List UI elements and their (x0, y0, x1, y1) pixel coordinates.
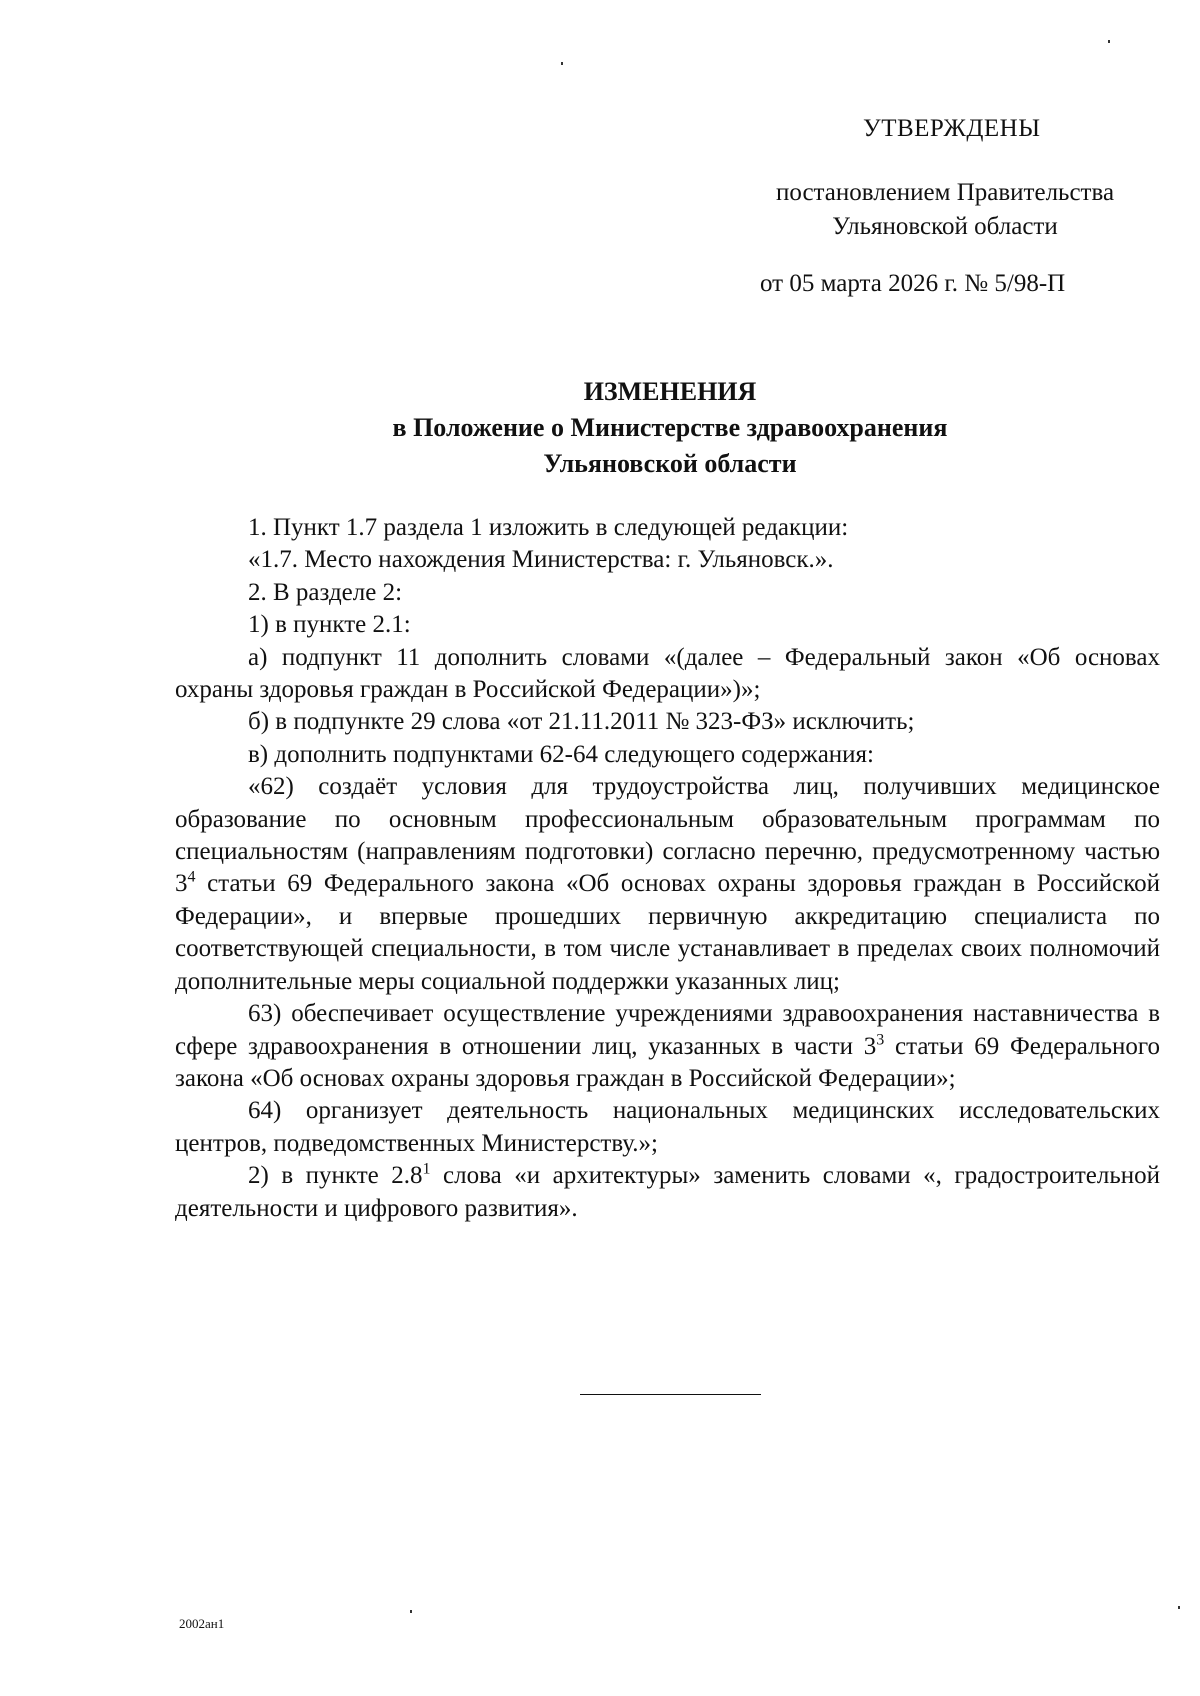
paragraph-2: «1.7. Место нахождения Министерства: г. Ульяновск.». (248, 546, 834, 574)
paragraph-9-part-a: 63) обеспечивает осуществление учреждениями здравоохранения наставничества в сфере здравоохранения в отношении лиц, указанных в части 3 (175, 1000, 1160, 1060)
superscript: 3 (876, 1031, 885, 1049)
paragraph-10: 64) организует деятельность национальных медицинских исследовательских центров, подведомственных Министерству.»; (175, 1097, 1160, 1157)
paragraph-8 (175, 771, 1160, 998)
paragraph-6: б) в подпункте 29 слова «от 21.11.2011 № 323-ФЗ» исключить; (248, 708, 915, 736)
document-title (0, 374, 1200, 482)
approval-issuer: постановлением Правительства Ульяновской области (775, 179, 1115, 240)
footer-code: 2002ан1 (179, 1616, 225, 1631)
end-divider (580, 1394, 761, 1395)
approval-title: УТВЕРЖДЕНЫ (863, 115, 1041, 142)
title-line-1: ИЗМЕНЕНИЯ (583, 377, 757, 406)
superscript: 4 (187, 869, 196, 887)
approval-date-number: от 05 марта 2026 г. № 5/98-П (760, 270, 1066, 297)
paragraph-4: 1) в пункте 2.1: (248, 611, 411, 639)
document-body (175, 512, 1160, 1225)
paragraph-8-part-b: статьи 69 Федерального закона «Об основах охраны здоровья граждан в Российской Федерации», и впервые прошедших первичную аккредитацию специалиста по соответствующей специальности, в том числе устанавливает в пределах своих полномочий дополнительные меры социальной поддержки указанных лиц; (175, 870, 1160, 995)
paragraph-11 (175, 1160, 1160, 1225)
paragraph-11-part-a: 2) в пункте 2.8 (248, 1162, 423, 1190)
scan-speck (1108, 40, 1110, 43)
paragraph-9 (175, 998, 1160, 1095)
scan-speck (410, 1610, 412, 1613)
scan-speck (561, 62, 563, 65)
title-line-3: Ульяновской области (543, 449, 797, 478)
paragraph-7: в) дополнить подпунктами 62-64 следующего содержания: (248, 740, 874, 768)
paragraph-3: 2. В разделе 2: (248, 578, 403, 606)
paragraph-5: а) подпункт 11 дополнить словами «(далее – Федеральный закон «Об основах охраны здоровья граждан в Российской Федерации»)»; (175, 643, 1160, 704)
paragraph-1: 1. Пункт 1.7 раздела 1 изложить в следующей редакции: (248, 514, 849, 541)
paragraph-9-part-b: статьи 69 Федерального закона «Об основах охраны здоровья граждан в Российской Федерации»; (175, 1032, 1160, 1092)
paragraph-8-part-a: «62) создаёт условия для трудоустройства лиц, получивших медицинское образование по основным профессиональным образовательным программам по специальностям (направлениям подготовки) согласно перечню, предусмотренному частью 3 (175, 773, 1160, 898)
paragraph-11-part-b: слова «и архитектуры» заменить словами «, градостроительной деятельности и цифрового развития». (175, 1162, 1160, 1222)
superscript: 1 (422, 1160, 431, 1178)
scan-speck (1178, 1606, 1180, 1609)
title-line-2: в Положение о Министерстве здравоохранения (392, 413, 948, 442)
